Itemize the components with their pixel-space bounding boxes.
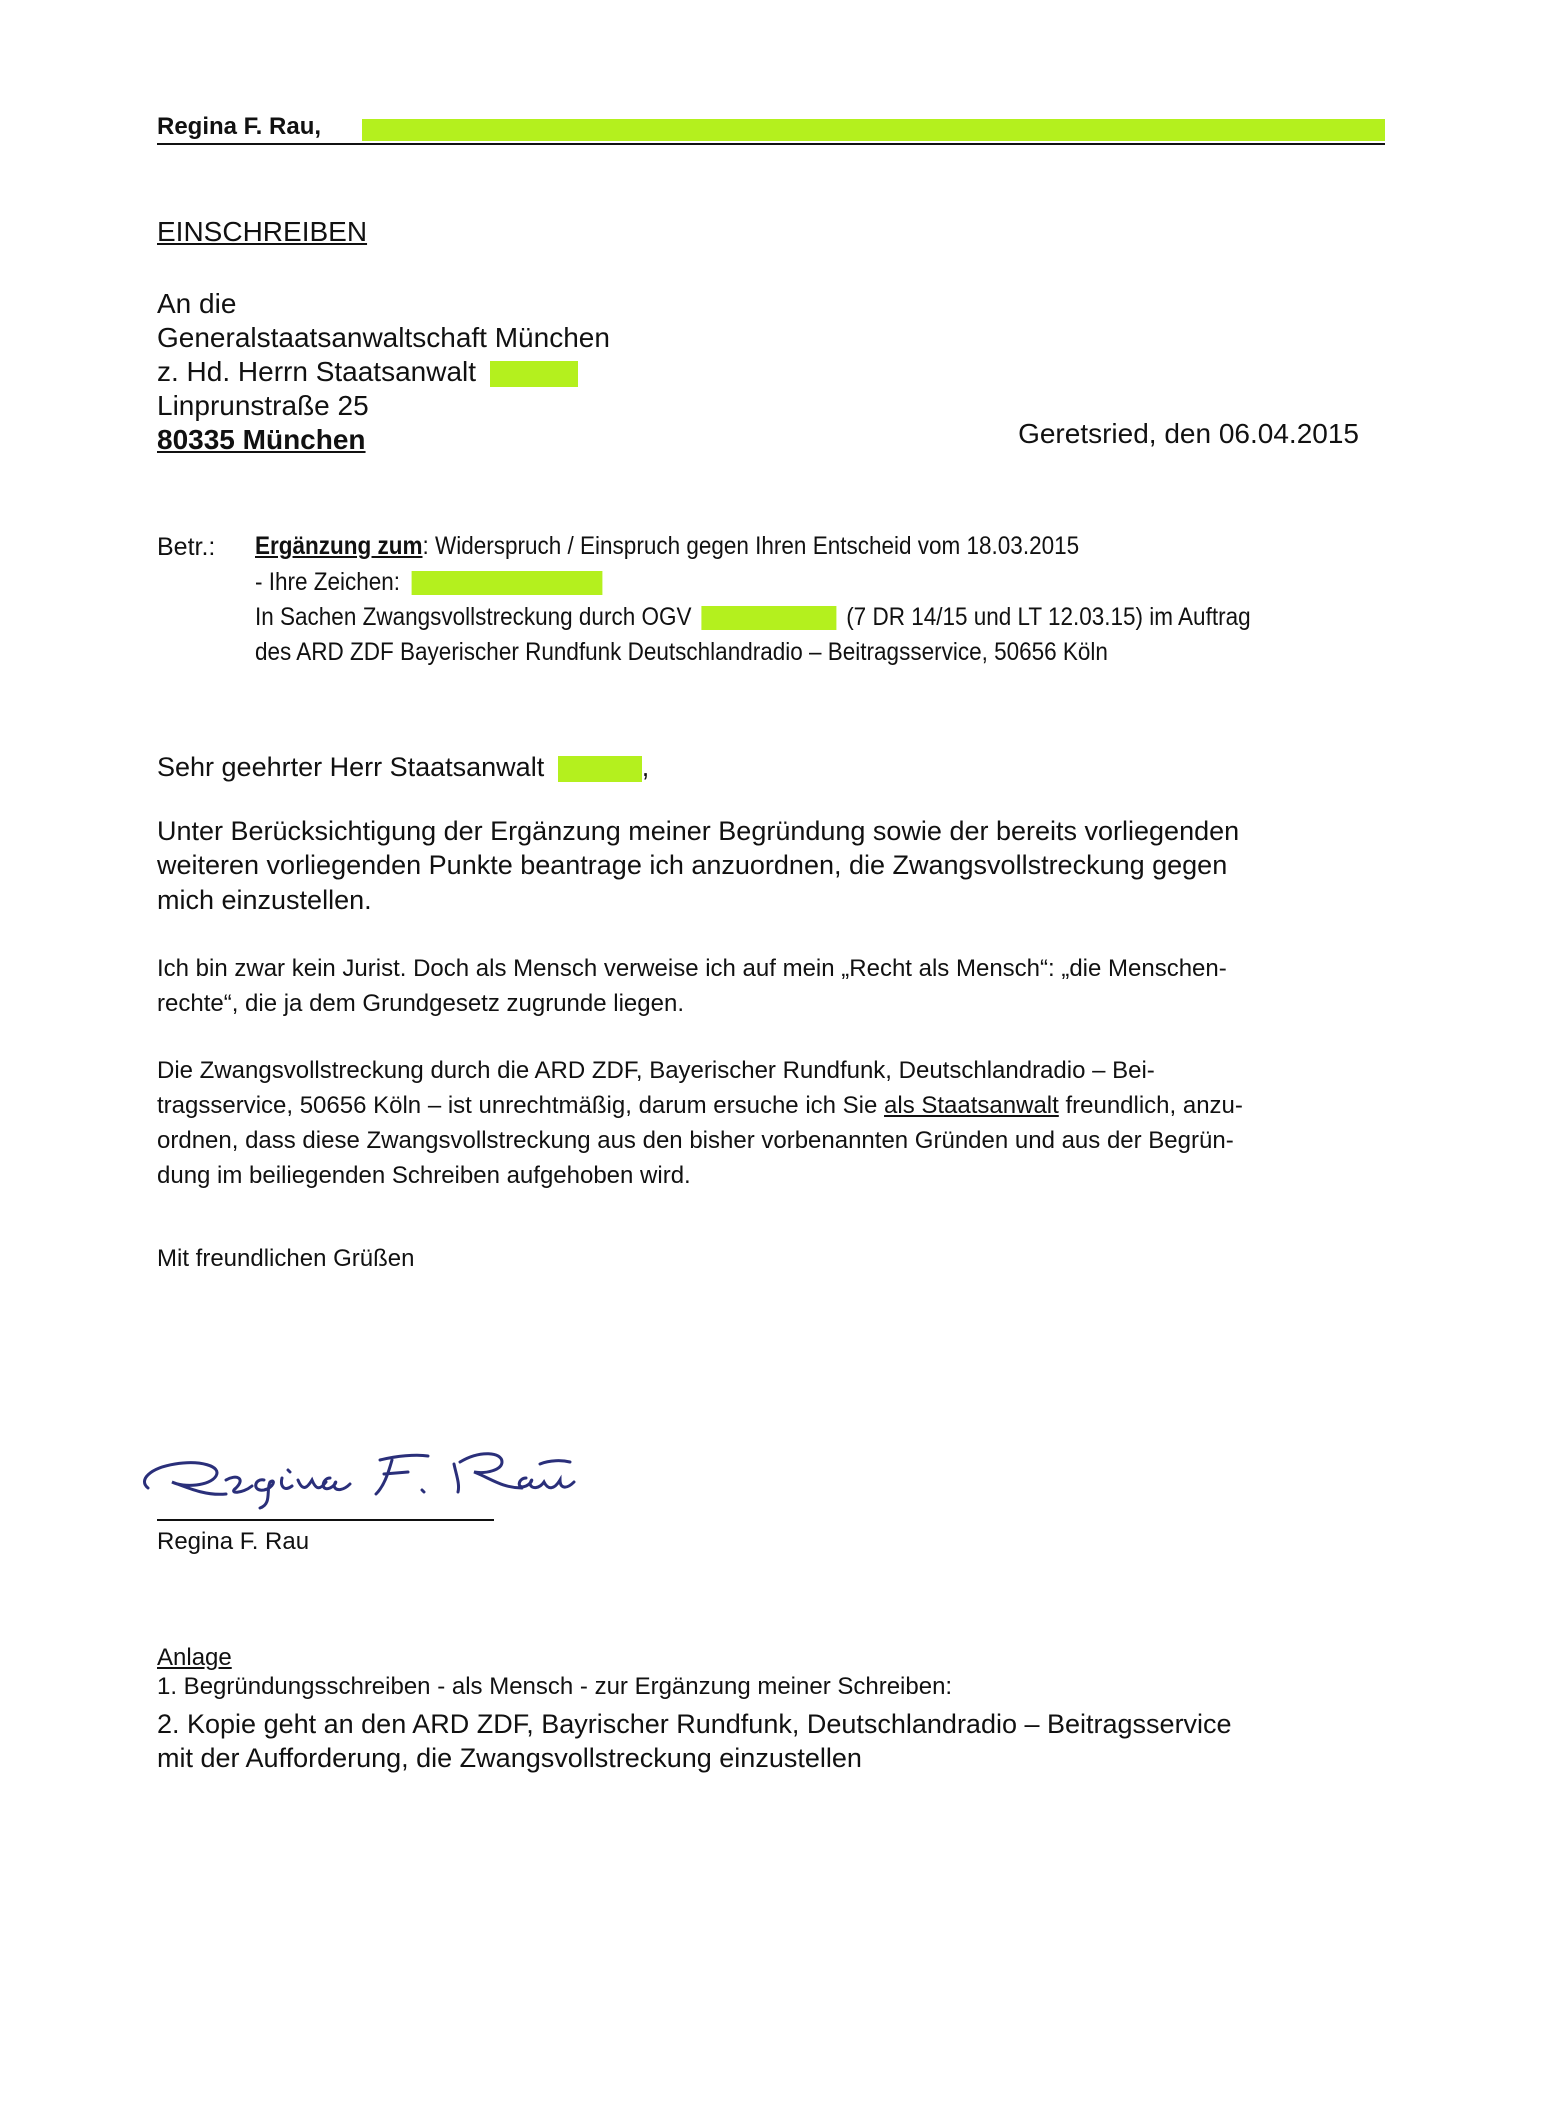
subject-line-1 [255, 532, 1079, 561]
body-p2-line-1: Ich bin zwar kein Jurist. Doch als Mensch verweise ich auf mein „Recht als Mensch“: „die Menschen- [157, 955, 1227, 982]
sender-underline [157, 143, 1385, 145]
subject-enforcement: In Sachen Zwangsvollstreckung durch OGV [255, 603, 692, 631]
body-p1-line-3: mich einzustellen. [157, 885, 372, 915]
salutation-name-redaction [558, 756, 642, 782]
reference-number-redaction [412, 571, 603, 595]
recipient-line-4: Linprunstraße 25 [157, 390, 369, 421]
subject-objection: : Widerspruch / Einspruch gegen Ihren Entscheid vom 18.03.2015 [422, 532, 1080, 560]
subject-supplement-label: Ergänzung zum [255, 532, 423, 560]
sender-address-redaction [362, 119, 1385, 141]
body-p2-line-2: rechte“, die ja dem Grundgesetz zugrunde liegen. [157, 990, 684, 1017]
body-p3-line-4: dung im beiliegenden Schreiben aufgehoben wird. [157, 1162, 691, 1189]
enclosure-item-1: 1. Begründungsschreiben - als Mensch - zur Ergänzung meiner Schreiben: [157, 1673, 953, 1700]
recipient-line-5: 80335 München [157, 424, 366, 455]
recipient-line-1: An die [157, 288, 237, 319]
subject-line-3 [255, 603, 1251, 632]
body-p3-line-1: Die Zwangsvollstreckung durch die ARD ZDF, Bayerischer Rundfunk, Deutschlandradio – Bei- [157, 1057, 1155, 1084]
place-date: Geretsried, den 06.04.2015 [1018, 418, 1359, 449]
body-p1-line-1: Unter Berücksichtigung der Ergänzung meiner Begründung sowie der bereits vorliegenden [157, 816, 1240, 846]
salutation-line [157, 752, 649, 783]
subject-line-4: des ARD ZDF Bayerischer Rundfunk Deutschlandradio – Beitragsservice, 50656 Köln [255, 638, 1108, 666]
recipient-line-2: Generalstaatsanwaltschaft München [157, 322, 610, 353]
enclosure-item-2-line-1: 2. Kopie geht an den ARD ZDF, Bayrischer Rundfunk, Deutschlandradio – Beitragsservice [157, 1709, 1232, 1739]
signer-name: Regina F. Rau [157, 1528, 310, 1555]
bailiff-name-redaction [701, 606, 836, 630]
subject-reference-label: - Ihre Zeichen: [255, 568, 401, 596]
as-prosecutor-emphasis: als Staatsanwalt [884, 1092, 1059, 1119]
registered-mail-label: EINSCHREIBEN [157, 216, 368, 247]
closing: Mit freundlichen Grüßen [157, 1245, 415, 1272]
enclosure-item-2-line-2: mit der Aufforderung, die Zwangsvollstreckung einzustellen [157, 1743, 862, 1773]
recipient-attention: z. Hd. Herrn Staatsanwalt [157, 356, 477, 387]
prosecutor-name-redaction [490, 361, 578, 387]
body-p3-line-2a: tragsservice, 50656 Köln – ist unrechtmäßig, darum ersuche ich Sie [157, 1092, 885, 1119]
body-p3-line-2 [157, 1092, 1243, 1120]
body-p1-line-2: weiteren vorliegenden Punkte beantrage ich anzuordnen, die Zwangsvollstreckung gegen [157, 850, 1228, 880]
subject-case-numbers: (7 DR 14/15 und LT 12.03.15) im Auftrag [846, 603, 1251, 631]
sender-line [157, 113, 321, 141]
sender-name: Regina F. Rau, [157, 113, 322, 140]
salutation: Sehr geehrter Herr Staatsanwalt [157, 752, 545, 782]
subject-label: Betr.: [157, 533, 216, 561]
subject-line-2 [255, 568, 603, 597]
body-p3-line-3: ordnen, dass diese Zwangsvollstreckung aus den bisher vorbenannten Gründen und aus der Begrün- [157, 1127, 1234, 1154]
enclosure-title: Anlage [157, 1644, 232, 1671]
recipient-line-3 [157, 356, 578, 388]
salutation-comma: , [641, 752, 650, 782]
body-p3-line-2c: freundlich, anzu- [1058, 1092, 1243, 1119]
signature-line [157, 1519, 494, 1521]
handwritten-signature [130, 1430, 620, 1510]
